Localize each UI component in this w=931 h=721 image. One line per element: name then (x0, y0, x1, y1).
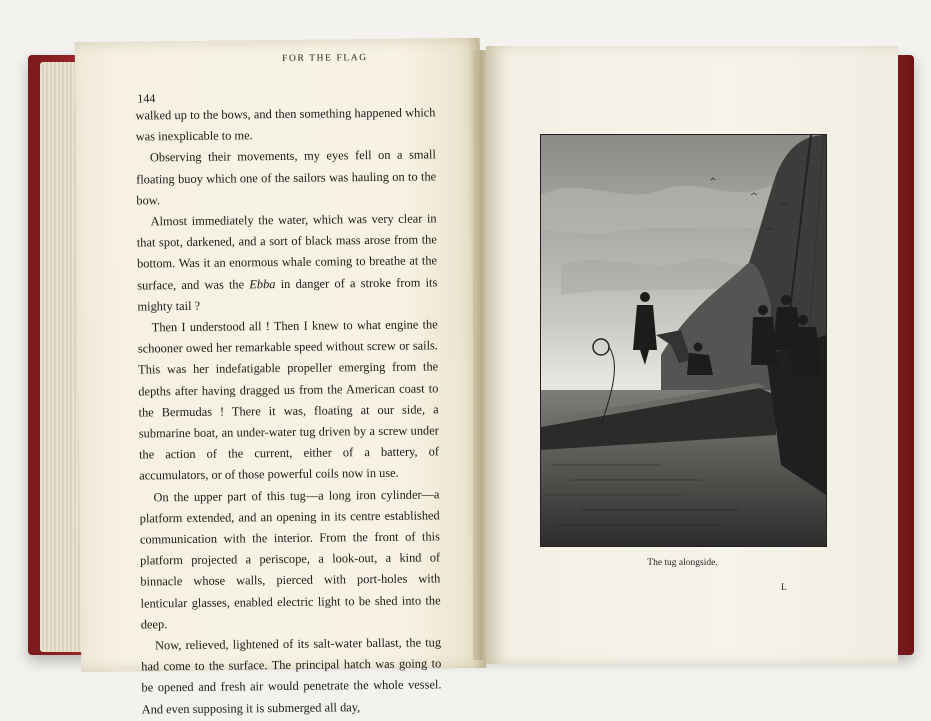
paragraph: Almost immediately the water, which was very clear in that spot, darkened, and a sort of black mass arose from the bottom. Was it an enormous whale coming to breathe at the surface, and was the Ebba in danger of a stroke from its mighty tail ? (136, 211, 438, 314)
ship-name: Ebba (249, 276, 276, 291)
paragraph: Now, relieved, lightened of its salt-water ballast, the tug had come to the surface. The principal hatch was going to be opened and fresh air would penetrate the whole vessel. And even supposing it is submerged all day, (141, 635, 442, 717)
paragraph: Then I understood all ! Then I knew to what engine the schooner owed her remarkable speed without screw or sails. This was her indefatigable propeller emerging from the depths after having dragged us from the American coast to the Bermudas ! There it was, floating at our side, a submarine boat, an under-water tug driven by a screw under the action of the current, either of a battery, of accumulators, or of those powerful coils now in use. (137, 317, 440, 483)
engraving-plate (540, 134, 827, 547)
plate-caption: The tug alongside. (647, 558, 718, 568)
signature-mark: L (781, 582, 787, 592)
running-head: FOR THE FLAG (282, 53, 368, 64)
body-text (135, 102, 441, 720)
engraving-illustration (541, 135, 826, 546)
right-page (486, 46, 898, 664)
page-number: 144 (137, 91, 156, 106)
paragraph: walked up to the bows, and then something happened which was inexplicable to me. (135, 105, 436, 144)
left-page (75, 38, 487, 717)
paragraph: On the upper part of this tug—a long iron cylinder—a platform extended, and an opening in its centre established communication with the interior. From the front of this platform projected a periscope, a look-out, a kind of binnacle whose walls, pierced with port-holes with lenticular glasses, enabled electric light to be shed into the deep. (139, 486, 441, 632)
paragraph: Observing their movements, my eyes fell on a small floating buoy which one of the sailors was hauling on to the bow. (136, 147, 437, 208)
